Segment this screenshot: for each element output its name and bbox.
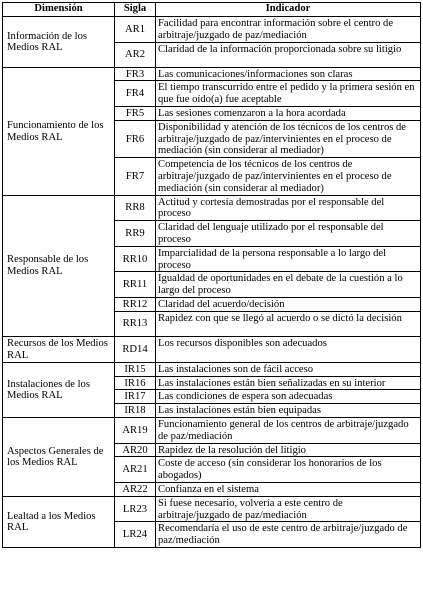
indicator-cell: Funcionamiento general de los centros de arbitraje/juzgado de paz/mediación	[156, 417, 421, 443]
dimension-cell: Responsable de los Medios RAL	[3, 195, 115, 336]
dimension-cell: Recursos de los Medios RAL	[3, 336, 115, 362]
indicator-cell: Las sesiones comenzaron a la hora acordada	[156, 106, 421, 120]
indicator-cell: Las instalaciones son de fácil acceso	[156, 362, 421, 376]
code-cell: LR24	[115, 522, 156, 548]
indicator-cell: Si fuese necesario, volvería a este centro de arbitraje/juzgado de paz/mediación	[156, 496, 421, 522]
code-cell: RD14	[115, 336, 156, 362]
dimension-cell: Aspectos Generales de los Medios RAL	[3, 417, 115, 496]
indicator-cell: Claridad de la información proporcionada sobre su litigio	[156, 42, 421, 67]
table-row	[3, 417, 421, 443]
code-cell: AR20	[115, 443, 156, 457]
code-cell: FR5	[115, 106, 156, 120]
indicator-cell: Rapidez de la resolución del litigio	[156, 443, 421, 457]
dimension-cell: Instalaciones de los Medios RAL	[3, 362, 115, 417]
indicator-cell: Las instalaciones están bien señalizadas en su interior	[156, 376, 421, 390]
code-cell: IR18	[115, 404, 156, 418]
code-cell: RR8	[115, 195, 156, 221]
indicator-cell: Las instalaciones están bien equipadas	[156, 404, 421, 418]
code-cell: FR4	[115, 81, 156, 107]
code-cell: FR3	[115, 67, 156, 81]
code-cell: LR23	[115, 496, 156, 522]
table-row	[3, 195, 421, 221]
table-body	[3, 17, 421, 548]
indicator-cell: Confianza en el sistema	[156, 482, 421, 496]
indicator-cell: Claridad del lenguaje utilizado por el responsable del proceso	[156, 221, 421, 247]
table-row	[3, 496, 421, 522]
code-cell: RR11	[115, 272, 156, 298]
code-cell: AR21	[115, 457, 156, 483]
code-cell: AR19	[115, 417, 156, 443]
dimension-cell: Lealtad a los Medios RAL	[3, 496, 115, 547]
indicator-cell: Rapidez con que se llegó al acuerdo o se dictó la decisión	[156, 311, 421, 336]
header-code: Sigla	[115, 3, 156, 17]
table-row	[3, 67, 421, 81]
header-dimension: Dimensión	[3, 3, 115, 17]
code-cell: IR16	[115, 376, 156, 390]
indicator-cell: Recomendaría el uso de este centro de arbitraje/juzgado de paz/mediación	[156, 522, 421, 548]
code-cell: IR17	[115, 390, 156, 404]
indicator-cell: El tiempo transcurrido entre el pedido y la primera sesión en que fue oído(a) fue aceptable	[156, 81, 421, 107]
indicator-cell: Las condiciones de espera son adecuadas	[156, 390, 421, 404]
indicator-cell: Los recursos disponibles son adecuados	[156, 336, 421, 362]
table-row	[3, 336, 421, 362]
code-cell: FR7	[115, 158, 156, 195]
indicator-cell: Claridad del acuerdo/decisión	[156, 297, 421, 311]
indicator-table	[2, 2, 421, 548]
code-cell: AR2	[115, 42, 156, 67]
indicator-table-container	[2, 2, 421, 548]
indicator-cell: Igualdad de oportunidades en el debate de la cuestión a lo largo del proceso	[156, 272, 421, 298]
table-row	[3, 17, 421, 43]
indicator-cell: Facilidad para encontrar información sobre el centro de arbitraje/juzgado de paz/mediación	[156, 17, 421, 43]
indicator-cell: Coste de acceso (sin considerar los honorarios de los abogados)	[156, 457, 421, 483]
code-cell: AR1	[115, 17, 156, 43]
dimension-cell: Información de los Medios RAL	[3, 17, 115, 68]
code-cell: IR15	[115, 362, 156, 376]
dimension-cell: Funcionamiento de los Medios RAL	[3, 67, 115, 195]
code-cell: RR10	[115, 246, 156, 272]
code-cell: AR22	[115, 482, 156, 496]
code-cell: RR13	[115, 311, 156, 336]
table-header	[3, 3, 421, 17]
indicator-cell: Competencia de los técnicos de los centros de arbitraje/juzgado de paz/intervinientes en el proceso de mediación (sin considerar al mediador)	[156, 158, 421, 195]
indicator-cell: Actitud y cortesía demostradas por el responsable del proceso	[156, 195, 421, 221]
code-cell: RR12	[115, 297, 156, 311]
table-row	[3, 362, 421, 376]
indicator-cell: Las comunicaciones/informaciones son claras	[156, 67, 421, 81]
indicator-cell: Imparcialidad de la persona responsable a lo largo del proceso	[156, 246, 421, 272]
header-row	[3, 3, 421, 17]
code-cell: RR9	[115, 221, 156, 247]
header-indicator: Indicador	[156, 3, 421, 17]
code-cell: FR6	[115, 120, 156, 157]
indicator-cell: Disponibilidad y atención de los técnicos de los centros de arbitraje/juzgado de paz/intervinientes en el proceso de mediación (sin considerar al mediador)	[156, 120, 421, 157]
